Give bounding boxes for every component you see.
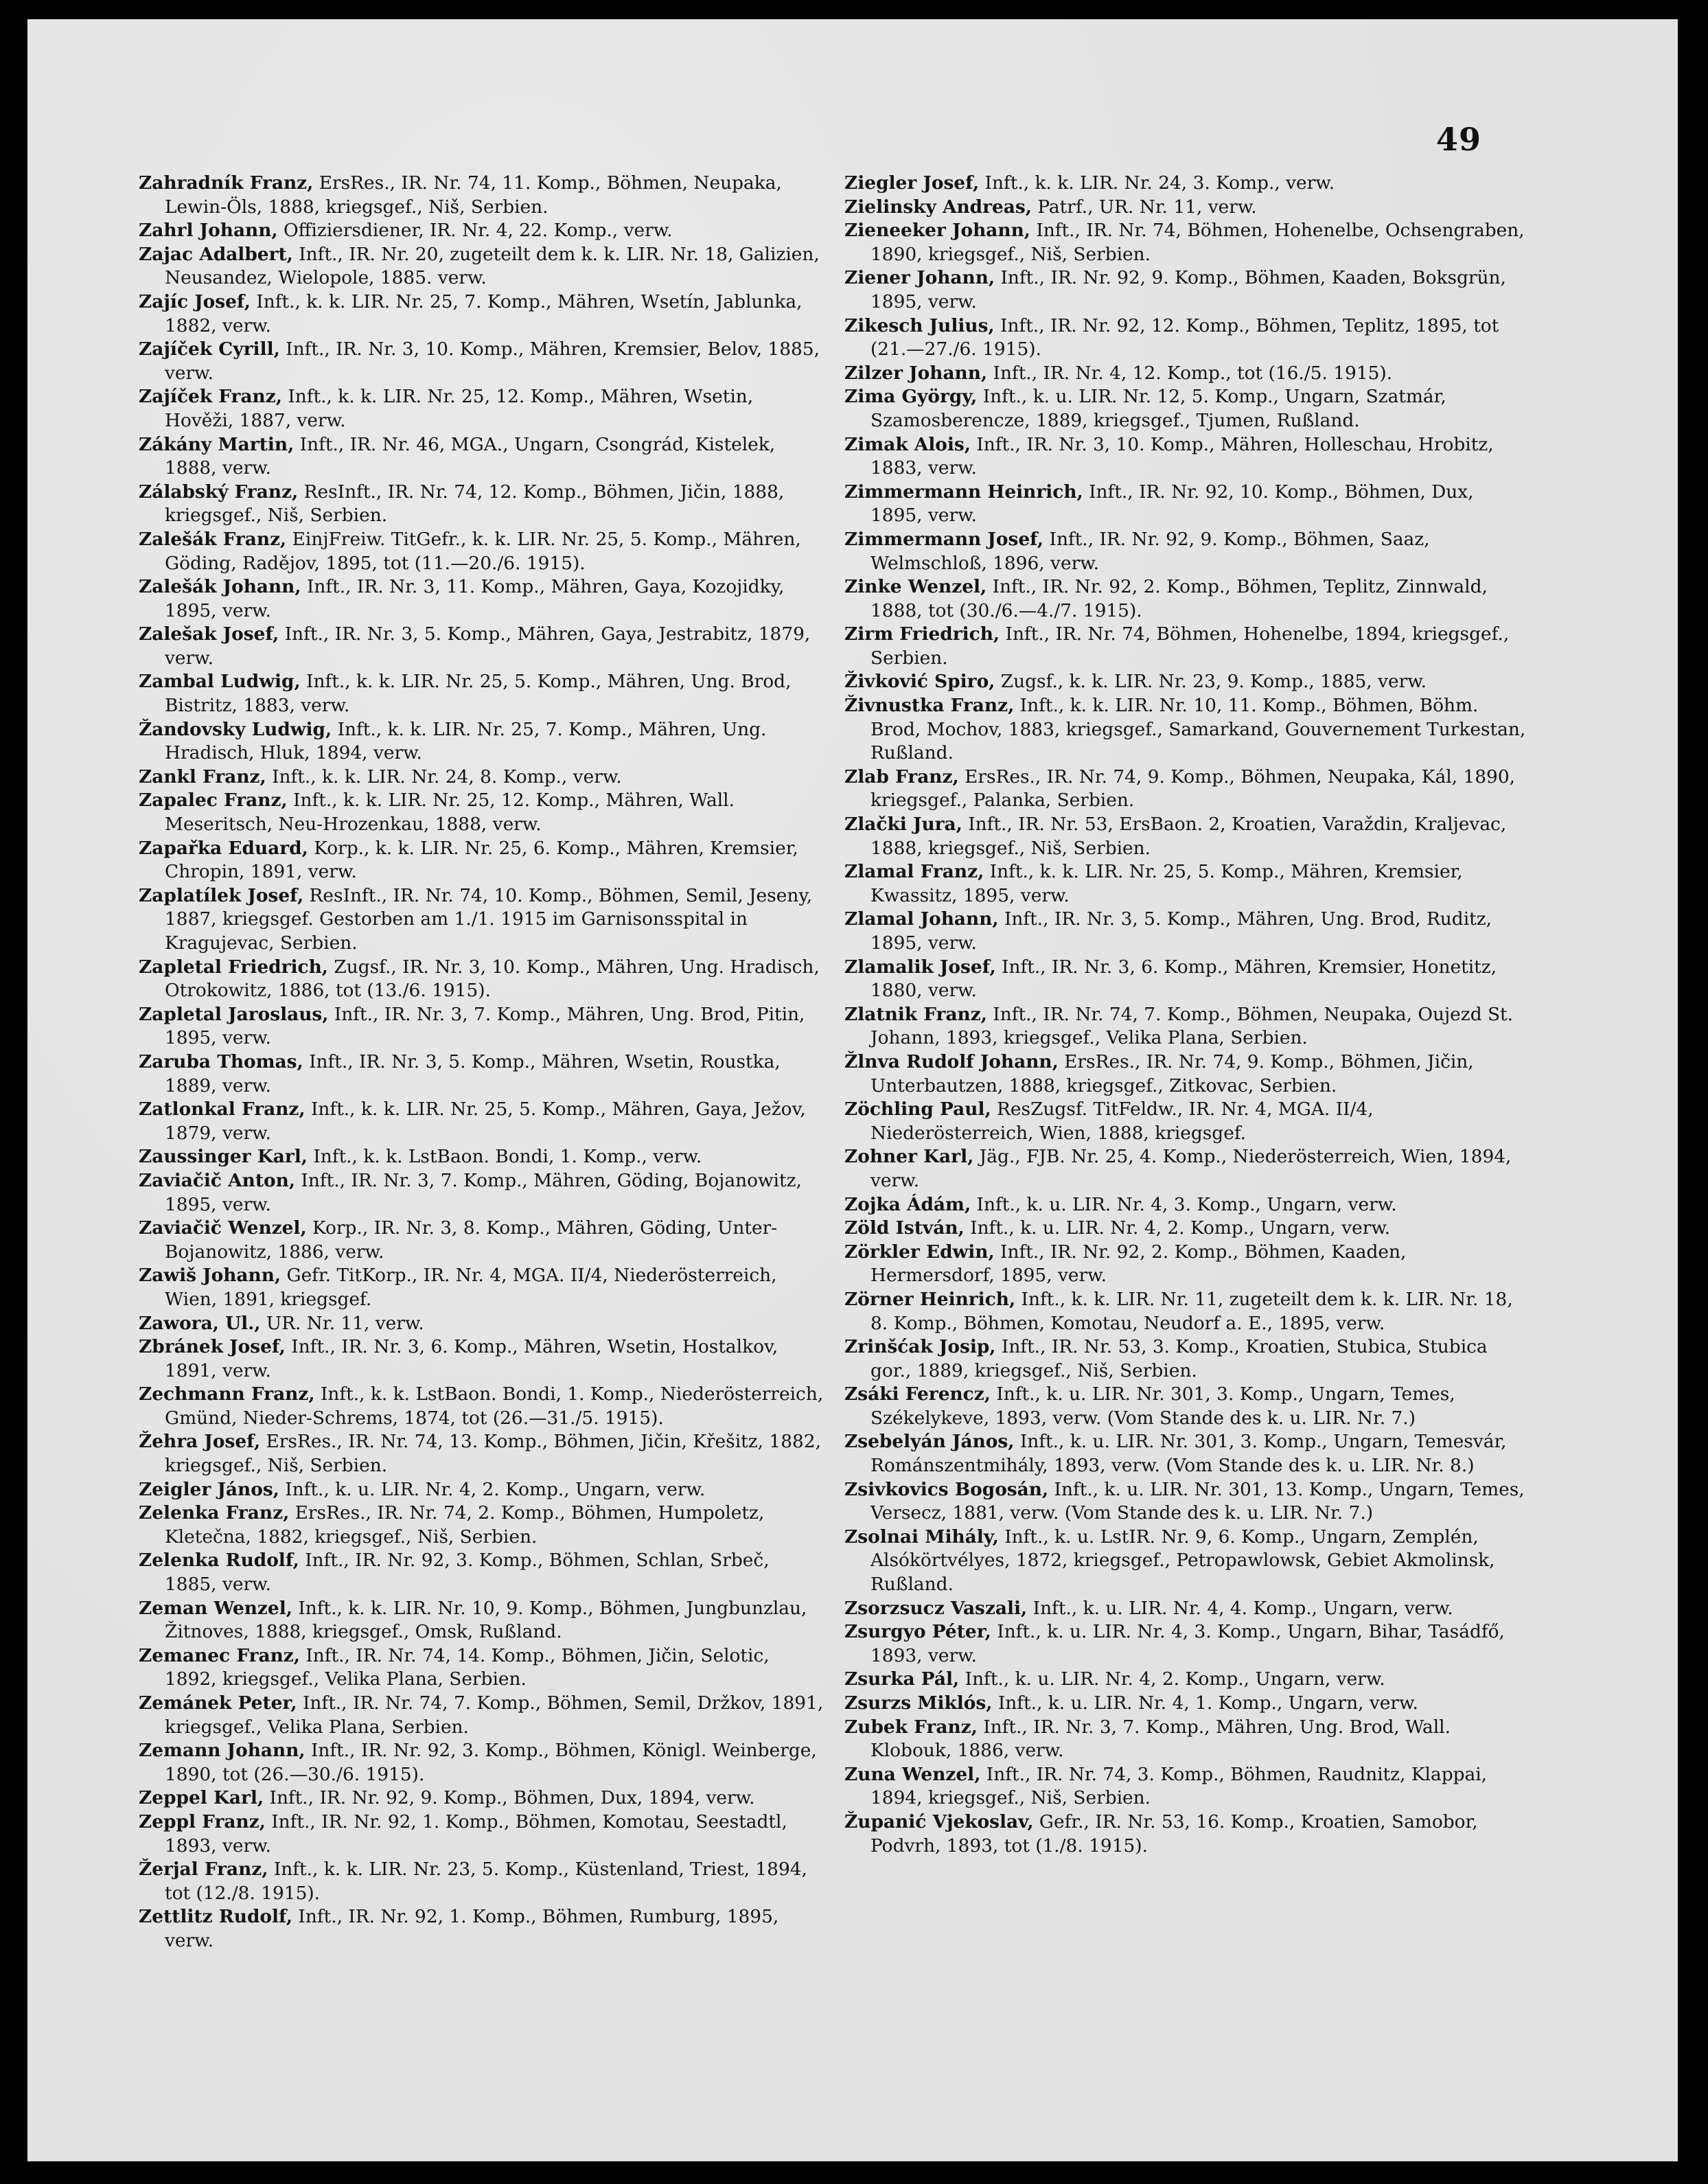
- entry-name: Zeppel Karl,: [139, 1787, 264, 1809]
- entry-details: Inft., IR. Nr. 3, 7. Komp., Mähren, Göding, Bojanowitz, 1895, verw.: [165, 1169, 802, 1215]
- list-item: [844, 172, 1531, 196]
- entry-name: Zrinšćak Josip,: [844, 1336, 996, 1358]
- list-item: [139, 623, 825, 670]
- entry-details: ErsRes., IR. Nr. 74, 2. Komp., Böhmen, Humpoletz, Kletečna, 1882, kriegsgef., Niš, Serbien.: [165, 1502, 765, 1548]
- list-item: [844, 956, 1531, 1003]
- entry-name: Ziegler Josef,: [844, 172, 980, 194]
- list-item: [844, 196, 1531, 220]
- entry-name: Zikesch Julius,: [844, 314, 995, 336]
- entry-details: Inft., k. k. LIR. Nr. 24, 8. Komp., verw.: [272, 766, 622, 788]
- list-item: [139, 1312, 825, 1336]
- entry-name: Zemánek Peter,: [139, 1692, 297, 1714]
- entry-name: Zsurka Pál,: [844, 1668, 960, 1690]
- list-item: [844, 1620, 1531, 1668]
- entry-name: Zemanec Franz,: [139, 1644, 300, 1666]
- list-item: [139, 718, 825, 766]
- entry-name: Zelenka Franz,: [139, 1502, 290, 1524]
- list-item: [139, 528, 825, 575]
- list-item: [844, 1811, 1531, 1858]
- list-item: [139, 1335, 825, 1383]
- entry-details: Inft., IR. Nr. 3, 10. Komp., Mähren, Holleschau, Hrobitz, 1883, verw.: [870, 433, 1494, 479]
- entry-name: Zörkler Edwin,: [844, 1241, 995, 1263]
- entry-details: Inft., k. k. LIR. Nr. 10, 11. Komp., Böhmen, Böhm. Brod, Mochov, 1883, kriegsgef., Samarkand, Gouvernement Turkestan, Rußland.: [870, 695, 1526, 764]
- entry-details: Inft., IR. Nr. 53, ErsBaon. 2, Kroatien, Varaždin, Kraljevac, 1888, kriegsgef., Niš, Serbien.: [870, 814, 1507, 859]
- entry-details: Korp., IR. Nr. 3, 8. Komp., Mähren, Göding, Unter-Bojanowitz, 1886, verw.: [165, 1217, 778, 1263]
- right-column: [844, 172, 1531, 1858]
- page-number: 49: [1435, 121, 1481, 158]
- list-item: [844, 575, 1531, 623]
- entry-details: Inft., k. u. LIR. Nr. 301, 13. Komp., Ungarn, Temes, Versecz, 1881, verw. (Vom Stande des k. u. LIR. Nr. 7.): [870, 1478, 1525, 1524]
- list-item: [844, 362, 1531, 386]
- list-item: [844, 860, 1531, 908]
- list-item: [139, 1905, 825, 1953]
- entry-name: Zsurgyo Péter,: [844, 1621, 991, 1643]
- list-item: [844, 219, 1531, 266]
- entry-details: Inft., k. k. LIR. Nr. 25, 5. Komp., Mähren, Gaya, Ježov, 1879, verw.: [165, 1099, 806, 1144]
- entry-name: Zechmann Franz,: [139, 1383, 315, 1405]
- entry-details: Inft., IR. Nr. 74, Böhmen, Hohenelbe, Ochsengraben, 1890, kriegsgef., Niš, Serbien.: [870, 220, 1525, 265]
- entry-details: Inft., IR. Nr. 92, 1. Komp., Böhmen, Komotau, Seestadtl, 1893, verw.: [165, 1811, 787, 1857]
- entry-name: Zahradník Franz,: [139, 172, 314, 194]
- entry-details: Korp., k. k. LIR. Nr. 25, 6. Komp., Mähren, Kremsier, Chropin, 1891, verw.: [165, 837, 798, 883]
- entry-name: Živković Spiro,: [844, 671, 995, 693]
- entry-details: Inft., k. u. LIR. Nr. 4, 3. Komp., Ungarn, Bihar, Tasádfő, 1893, verw.: [870, 1621, 1505, 1666]
- entry-name: Zöld István,: [844, 1217, 965, 1239]
- list-item: [139, 1169, 825, 1217]
- entry-name: Zajíček Cyrill,: [139, 338, 280, 360]
- list-item: [139, 243, 825, 290]
- entry-details: ErsRes., IR. Nr. 74, 13. Komp., Böhmen, Jičin, Křešitz, 1882, kriegsgef., Niš, Serbien.: [165, 1431, 821, 1477]
- list-item: [844, 314, 1531, 362]
- entry-details: Inft., IR. Nr. 92, 9. Komp., Böhmen, Kaaden, Boksgrün, 1895, verw.: [870, 267, 1506, 312]
- entry-name: Zojka Ádám,: [844, 1193, 971, 1215]
- entry-name: Zsolnai Mihály,: [844, 1526, 999, 1548]
- entry-details: Inft., k. u. LIR. Nr. 4, 2. Komp., Ungarn, verw.: [285, 1478, 706, 1500]
- entry-name: Zlački Jura,: [844, 814, 962, 836]
- list-item: [139, 1430, 825, 1478]
- entry-details: Inft., IR. Nr. 92, 1. Komp., Böhmen, Rumburg, 1895, verw.: [165, 1906, 779, 1951]
- list-item: [139, 1811, 825, 1858]
- entry-details: Inft., k. k. LIR. Nr. 24, 3. Komp., verw.: [984, 172, 1335, 194]
- list-item: [844, 1335, 1531, 1383]
- entry-details: Inft., k. u. LIR. Nr. 4, 4. Komp., Ungarn, verw.: [1032, 1597, 1453, 1619]
- entry-name: Zajac Adalbert,: [139, 243, 293, 265]
- entry-name: Zemann Johann,: [139, 1740, 305, 1762]
- entry-details: Inft., IR. Nr. 3, 6. Komp., Mähren, Wsetin, Hostalkov, 1891, verw.: [165, 1336, 778, 1381]
- list-item: [139, 290, 825, 338]
- list-item: [844, 1288, 1531, 1335]
- list-item: [844, 1003, 1531, 1050]
- list-item: [139, 1050, 825, 1098]
- list-item: [139, 172, 825, 219]
- entry-details: Inft., k. u. LIR. Nr. 4, 1. Komp., Ungarn, verw.: [997, 1692, 1418, 1714]
- list-item: [844, 1526, 1531, 1597]
- entry-details: Inft., IR. Nr. 20, zugeteilt dem k. k. LIR. Nr. 18, Galizien, Neusandez, Wielopole, 1885. verw.: [165, 243, 820, 289]
- entry-name: Zákány Martin,: [139, 433, 295, 455]
- list-item: [844, 1716, 1531, 1763]
- entry-name: Županić Vjekoslav,: [844, 1811, 1034, 1832]
- entry-details: Inft., k. k. LIR. Nr. 25, 7. Komp., Mähren, Wsetín, Jablunka, 1882, verw.: [165, 290, 803, 336]
- entry-name: Ziener Johann,: [844, 267, 995, 289]
- entry-name: Zöchling Paul,: [844, 1099, 991, 1120]
- entry-details: Inft., k. k. LIR. Nr. 25, 7. Komp., Mähren, Ung. Hradisch, Hluk, 1894, verw.: [165, 718, 767, 764]
- entry-name: Zlamal Johann,: [844, 908, 999, 930]
- entry-details: Inft., IR. Nr. 92, 10. Komp., Böhmen, Dux, 1895, verw.: [870, 481, 1474, 527]
- entry-details: Inft., k. u. LIR. Nr. 12, 5. Komp., Ungarn, Szatmár, Szamosberencze, 1889, kriegsgef., Tjumen, Rußland.: [870, 386, 1446, 431]
- entry-name: Zahrl Johann,: [139, 220, 278, 242]
- entry-name: Živnustka Franz,: [844, 695, 1015, 717]
- list-item: [139, 338, 825, 385]
- entry-details: Inft., k. k. LIR. Nr. 25, 5. Komp., Mähren, Kremsier, Kwassitz, 1895, verw.: [870, 861, 1463, 906]
- entry-details: Inft., IR. Nr. 3, 5. Komp., Mähren, Ung. Brod, Ruditz, 1895, verw.: [870, 908, 1492, 954]
- list-item: [139, 837, 825, 884]
- entry-details: EinjFreiw. TitGefr., k. k. LIR. Nr. 25, 5. Komp., Mähren, Göding, Radějov, 1895, tot (11.—20./6. 1915).: [165, 528, 801, 574]
- list-item: [844, 1217, 1531, 1241]
- entry-name: Zatlonkal Franz,: [139, 1099, 305, 1120]
- entry-details: Inft., IR. Nr. 74, Böhmen, Hohenelbe, 1894, kriegsgef., Serbien.: [870, 623, 1510, 669]
- entry-details: Inft., IR. Nr. 92, 2. Komp., Böhmen, Kaaden, Hermersdorf, 1895, verw.: [870, 1241, 1407, 1287]
- entry-details: Inft., IR. Nr. 3, 7. Komp., Mähren, Ung. Brod, Wall. Klobouk, 1886, verw.: [870, 1716, 1451, 1762]
- entry-details: Inft., IR. Nr. 92, 9. Komp., Böhmen, Dux, 1894, verw.: [269, 1787, 755, 1809]
- entry-name: Zaviačič Wenzel,: [139, 1217, 307, 1239]
- entry-details: Zugsf., k. k. LIR. Nr. 23, 9. Komp., 1885, verw.: [1000, 671, 1427, 693]
- entry-name: Zuna Wenzel,: [844, 1763, 981, 1785]
- entry-details: ErsRes., IR. Nr. 74, 9. Komp., Böhmen, Jičin, Unterbautzen, 1888, kriegsgef., Zitkovac, Serbien.: [870, 1050, 1474, 1096]
- list-item: [139, 1549, 825, 1596]
- entry-details: Inft., IR. Nr. 3, 10. Komp., Mähren, Kremsier, Belov, 1885, verw.: [165, 338, 820, 384]
- list-item: [844, 481, 1531, 528]
- list-item: [844, 1763, 1531, 1811]
- entry-name: Zilzer Johann,: [844, 362, 988, 384]
- list-item: [139, 1145, 825, 1169]
- list-item: [844, 694, 1531, 766]
- list-item: [139, 1383, 825, 1430]
- entry-details: Inft., IR. Nr. 46, MGA., Ungarn, Csongrád, Kistelek, 1888, verw.: [165, 433, 776, 479]
- entry-details: Inft., k. k. LIR. Nr. 11, zugeteilt dem k. k. LIR. Nr. 18, 8. Komp., Böhmen, Komotau, Neudorf a. E., 1895, verw.: [870, 1288, 1513, 1334]
- entry-name: Zsebelyán János,: [844, 1431, 1015, 1453]
- entry-details: UR. Nr. 11, verw.: [266, 1312, 424, 1334]
- entry-name: Zinke Wenzel,: [844, 576, 987, 598]
- entry-name: Zaussinger Karl,: [139, 1146, 308, 1168]
- list-item: [139, 1739, 825, 1786]
- list-item: [844, 813, 1531, 860]
- list-item: [844, 1597, 1531, 1621]
- entry-name: Zörner Heinrich,: [844, 1288, 1016, 1310]
- entry-details: Inft., IR. Nr. 74, 14. Komp., Böhmen, Jičin, Selotic, 1892, kriegsgef., Velika Plana, Serbien.: [165, 1644, 770, 1690]
- entry-details: Inft., k. k. LstBaon. Bondi, 1. Komp., Niederösterreich, Gmünd, Nieder-Schrems, 1874, tot (26.—31./5. 1915).: [165, 1383, 824, 1429]
- entry-name: Zapalec Franz,: [139, 790, 288, 812]
- entry-name: Zeppl Franz,: [139, 1811, 266, 1832]
- list-item: [139, 433, 825, 481]
- entry-details: Offiziersdiener, IR. Nr. 4, 22. Komp., verw.: [284, 220, 673, 242]
- entry-details: Inft., IR. Nr. 74, 7. Komp., Böhmen, Semil, Držkov, 1891, kriegsgef., Velika Plana, Serbien.: [165, 1692, 824, 1738]
- entry-details: Inft., IR. Nr. 92, 3. Komp., Böhmen, Königl. Weinberge, 1890, tot (26.—30./6. 1915).: [165, 1740, 817, 1785]
- list-item: [139, 1478, 825, 1502]
- list-item: [139, 575, 825, 623]
- entry-details: Inft., k. k. LIR. Nr. 25, 12. Komp., Mähren, Wall. Meseritsch, Neu-Hrozenkau, 1888, verw.: [165, 790, 735, 836]
- list-item: [139, 1502, 825, 1549]
- list-item: [844, 766, 1531, 813]
- left-column: [139, 172, 825, 1953]
- entry-name: Zlamal Franz,: [844, 861, 984, 883]
- entry-name: Zalešák Franz,: [139, 528, 287, 550]
- list-item: [139, 1786, 825, 1811]
- entry-details: Inft., k. k. LIR. Nr. 25, 12. Komp., Mähren, Wsetin, Hověži, 1887, verw.: [165, 386, 754, 431]
- entry-name: Zeigler János,: [139, 1478, 279, 1500]
- list-item: [139, 789, 825, 836]
- list-item: [139, 1098, 825, 1145]
- entry-details: Inft., IR. Nr. 3, 11. Komp., Mähren, Gaya, Kozojidky, 1895, verw.: [165, 576, 785, 621]
- list-item: [139, 219, 825, 243]
- entry-name: Zlatnik Franz,: [844, 1003, 987, 1025]
- entry-name: Zimak Alois,: [844, 433, 971, 455]
- entry-name: Zambal Ludwig,: [139, 671, 301, 693]
- entry-details: Inft., IR. Nr. 74, 3. Komp., Böhmen, Raudnitz, Klappai, 1894, kriegsgef., Niš, Serbien.: [870, 1763, 1488, 1809]
- entry-details: Inft., k. u. LIR. Nr. 301, 3. Komp., Ungarn, Temes, Székelykeve, 1893, verw. (Vom Stande des k. u. LIR. Nr. 7.): [870, 1383, 1455, 1429]
- entry-details: Inft., k. u. LIR. Nr. 4, 2. Komp., Ungarn, verw.: [965, 1668, 1385, 1690]
- entry-name: Zalešák Johann,: [139, 576, 301, 598]
- entry-details: Zugsf., IR. Nr. 3, 10. Komp., Mähren, Ung. Hradisch, Otrokowitz, 1886, tot (13./6. 1915).: [165, 956, 820, 1002]
- list-item: [139, 1858, 825, 1905]
- list-item: [139, 956, 825, 1003]
- list-item: [844, 1430, 1531, 1478]
- entry-name: Zaviačič Anton,: [139, 1169, 296, 1191]
- list-item: [844, 1383, 1531, 1430]
- entry-name: Zettlitz Rudolf,: [139, 1906, 293, 1928]
- list-item: [139, 1264, 825, 1311]
- entry-name: Žehra Josef,: [139, 1431, 261, 1453]
- entry-details: Inft., k. k. LIR. Nr. 10, 9. Komp., Böhmen, Jungbunzlau, Žitnoves, 1888, kriegsgef., Omsk, Rußland.: [165, 1597, 807, 1643]
- entry-details: Inft., IR. Nr. 92, 12. Komp., Böhmen, Teplitz, 1895, tot (21.—27./6. 1915).: [870, 314, 1499, 360]
- entry-name: Zlab Franz,: [844, 766, 959, 788]
- entry-details: ResInft., IR. Nr. 74, 12. Komp., Böhmen, Jičin, 1888, kriegsgef., Niš, Serbien.: [165, 481, 785, 527]
- entry-details: Inft., IR. Nr. 3, 5. Komp., Mähren, Gaya, Jestrabitz, 1879, verw.: [165, 623, 811, 669]
- list-item: [844, 670, 1531, 694]
- entry-name: Zieneeker Johann,: [844, 220, 1030, 242]
- entry-details: Inft., IR. Nr. 53, 3. Komp., Kroatien, Stubica, Stubica gor., 1889, kriegsgef., Niš, Serbien.: [870, 1336, 1488, 1381]
- entry-name: Zankl Franz,: [139, 766, 266, 788]
- list-item: [844, 623, 1531, 670]
- entry-name: Zirm Friedrich,: [844, 623, 1000, 645]
- entry-name: Zsáki Ferencz,: [844, 1383, 991, 1405]
- entry-name: Zsivkovics Bogosán,: [844, 1478, 1049, 1500]
- list-item: [844, 1193, 1531, 1217]
- entry-name: Žandovsky Ludwig,: [139, 718, 332, 740]
- entry-name: Zalešak Josef,: [139, 623, 279, 645]
- list-item: [844, 1050, 1531, 1098]
- entry-details: Inft., IR. Nr. 92, 2. Komp., Böhmen, Teplitz, Zinnwald, 1888, tot (30./6.—4./7. 1915).: [870, 576, 1488, 621]
- entry-name: Zohner Karl,: [844, 1146, 974, 1168]
- list-item: [844, 266, 1531, 314]
- document-page: [27, 19, 1678, 2161]
- entry-name: Zaruba Thomas,: [139, 1050, 303, 1072]
- entry-details: Jäg., FJB. Nr. 25, 4. Komp., Niederösterreich, Wien, 1894, verw.: [870, 1146, 1512, 1191]
- entry-details: Inft., IR. Nr. 92, 3. Komp., Böhmen, Schlan, Srbeč, 1885, verw.: [165, 1550, 770, 1596]
- list-item: [139, 766, 825, 790]
- entry-details: Inft., k. k. LIR. Nr. 23, 5. Komp., Küstenland, Triest, 1894, tot (12./8. 1915).: [165, 1859, 807, 1904]
- entry-details: Inft., k. k. LIR. Nr. 25, 5. Komp., Mähren, Ung. Brod, Bistritz, 1883, verw.: [165, 671, 792, 717]
- entry-details: Inft., IR. Nr. 3, 5. Komp., Mähren, Wsetin, Roustka, 1889, verw.: [165, 1050, 781, 1096]
- entry-details: ErsRes., IR. Nr. 74, 9. Komp., Böhmen, Neupaka, Kál, 1890, kriegsgef., Palanka, Serbien.: [870, 766, 1515, 812]
- entry-details: ResInft., IR. Nr. 74, 10. Komp., Böhmen, Semil, Jeseny, 1887, kriegsgef. Gestorben am 1./1. 1915 im Garnisonsspital in Kragujevac, Serbien.: [165, 884, 813, 954]
- list-item: [139, 385, 825, 433]
- entry-name: Zapletal Jaroslaus,: [139, 1003, 329, 1025]
- entry-name: Zsorzsucz Vaszali,: [844, 1597, 1028, 1619]
- entry-name: Zapařka Eduard,: [139, 837, 308, 859]
- list-item: [139, 1597, 825, 1644]
- list-item: [139, 1003, 825, 1050]
- entry-details: Inft., k. u. LIR. Nr. 4, 2. Komp., Ungarn, verw.: [970, 1217, 1391, 1239]
- list-item: [844, 1241, 1531, 1288]
- entry-details: Inft., k. u. LstIR. Nr. 9, 6. Komp., Ungarn, Zemplén, Alsókörtvélyes, 1872, kriegsgef., Petropawlowsk, Gebiet Akmolinsk, Rußland.: [870, 1526, 1495, 1596]
- entry-name: Zsurzs Miklós,: [844, 1692, 993, 1714]
- entry-details: Patrf., UR. Nr. 11, verw.: [1037, 196, 1257, 218]
- entry-name: Zbránek Josef,: [139, 1336, 286, 1358]
- entry-name: Zálabský Franz,: [139, 481, 299, 503]
- entry-name: Zajíček Franz,: [139, 386, 282, 408]
- entry-details: Inft., k. k. LstBaon. Bondi, 1. Komp., verw.: [313, 1146, 702, 1168]
- entry-name: Zawiš Johann,: [139, 1265, 281, 1287]
- entry-name: Zajíc Josef,: [139, 290, 251, 312]
- list-item: [844, 528, 1531, 575]
- entry-name: Žlnva Rudolf Johann,: [844, 1050, 1059, 1072]
- entry-details: Inft., IR. Nr. 4, 12. Komp., tot (16./5. 1915).: [993, 362, 1393, 384]
- entry-name: Zimmermann Heinrich,: [844, 481, 1083, 503]
- list-item: [139, 1692, 825, 1739]
- entry-name: Zeman Wenzel,: [139, 1597, 292, 1619]
- list-item: [139, 670, 825, 717]
- list-item: [844, 1145, 1531, 1193]
- entry-details: Inft., IR. Nr. 74, 7. Komp., Böhmen, Neupaka, Oujezd St. Johann, 1893, kriegsgef., Velika Plana, Serbien.: [870, 1003, 1514, 1049]
- entry-name: Zielinsky Andreas,: [844, 196, 1032, 218]
- list-item: [139, 1217, 825, 1264]
- list-item: [139, 481, 825, 528]
- list-item: [139, 1644, 825, 1692]
- entry-name: Žerjal Franz,: [139, 1859, 268, 1881]
- entry-name: Zawora, Ul.,: [139, 1312, 261, 1334]
- list-item: [844, 1668, 1531, 1692]
- list-item: [139, 884, 825, 956]
- entry-name: Zimmermann Josef,: [844, 528, 1044, 550]
- list-item: [844, 1692, 1531, 1716]
- entry-details: Inft., k. u. LIR. Nr. 301, 3. Komp., Ungarn, Temesvár, Románszentmihály, 1893, verw. (Vom Stande des k. u. LIR. Nr. 8.): [870, 1431, 1507, 1477]
- entry-details: Gefr., IR. Nr. 53, 16. Komp., Kroatien, Samobor, Podvrh, 1893, tot (1./8. 1915).: [870, 1811, 1478, 1857]
- list-item: [844, 385, 1531, 433]
- entry-details: Inft., k. u. LIR. Nr. 4, 3. Komp., Ungarn, verw.: [976, 1193, 1397, 1215]
- entry-details: ErsRes., IR. Nr. 74, 11. Komp., Böhmen, Neupaka, Lewin-Öls, 1888, kriegsgef., Niš, Serbien.: [165, 172, 782, 218]
- entry-name: Zlamalik Josef,: [844, 956, 996, 978]
- list-item: [844, 1478, 1531, 1526]
- entry-name: Zima György,: [844, 386, 978, 408]
- list-item: [844, 1098, 1531, 1145]
- list-item: [844, 433, 1531, 481]
- entry-name: Zaplatílek Josef,: [139, 884, 304, 906]
- entry-details: Inft., IR. Nr. 92, 9. Komp., Böhmen, Saaz, Welmschloß, 1896, verw.: [870, 528, 1430, 574]
- entry-name: Zubek Franz,: [844, 1716, 978, 1738]
- entry-details: ResZugsf. TitFeldw., IR. Nr. 4, MGA. II/4, Niederösterreich, Wien, 1888, kriegsgef.: [870, 1099, 1374, 1144]
- entry-details: Gefr. TitKorp., IR. Nr. 4, MGA. II/4, Niederösterreich, Wien, 1891, kriegsgef.: [165, 1265, 777, 1310]
- entry-name: Zapletal Friedrich,: [139, 956, 328, 978]
- entry-name: Zelenka Rudolf,: [139, 1550, 299, 1572]
- entry-details: Inft., IR. Nr. 3, 7. Komp., Mähren, Ung. Brod, Pitin, 1895, verw.: [165, 1003, 805, 1049]
- list-item: [844, 908, 1531, 955]
- entry-details: Inft., IR. Nr. 3, 6. Komp., Mähren, Kremsier, Honetitz, 1880, verw.: [870, 956, 1497, 1002]
